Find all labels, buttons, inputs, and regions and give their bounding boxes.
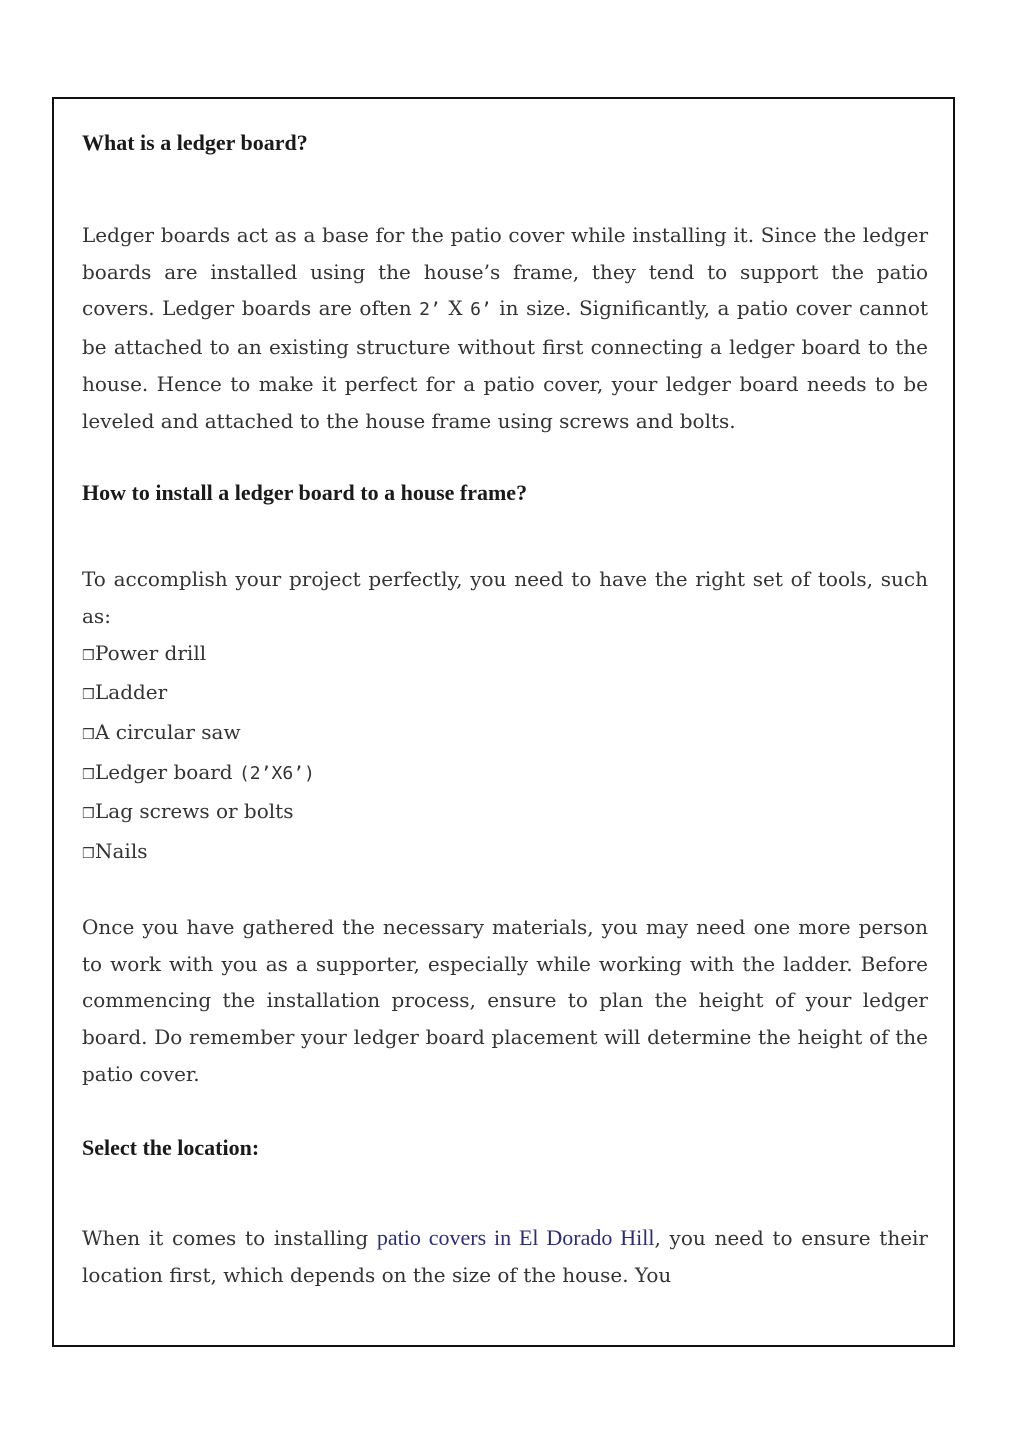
list-item (82, 793, 928, 833)
heading-how-to-install: How to install a ledger board to a house frame? (82, 480, 528, 506)
size-value: 6’ (470, 299, 492, 321)
list-item (82, 714, 928, 754)
size-separator: X (440, 296, 471, 321)
list-item-label: Ledger board (95, 759, 239, 784)
paragraph-gathered-materials: Once you have gathered the necessary materials, you may need one more person to work with you as a supporter, especially while working with the ladder. Before commencing the installation process, ensure to plan the height of your ledger board. Do remember your ledger board placement will determine the height of the patio cover. (82, 914, 928, 1086)
checkbox-icon: ❒ (82, 806, 95, 823)
heading-select-location: Select the location: (82, 1135, 260, 1161)
tools-list (82, 635, 928, 873)
checkbox-icon: ❒ (82, 766, 95, 783)
paragraph-text: When it comes to installing (82, 1226, 377, 1251)
ledger-size-note: (2’X6’) (238, 762, 315, 784)
list-item (82, 674, 928, 714)
list-item-label: Lag screws or bolts (95, 799, 294, 824)
page-frame (52, 97, 955, 1347)
list-item-label: Ladder (95, 680, 168, 705)
paragraph-ledger-definition (82, 217, 928, 439)
list-item-label: A circular saw (95, 720, 241, 745)
list-item-label: Nails (95, 839, 148, 864)
paragraph-text: Ledger boards act as a base for the patio cover while installing it. Since the ledger boards are installed using the house’s frame, they tend to support the patio covers. Ledger boards are often (82, 223, 928, 321)
checkbox-icon: ❒ (82, 727, 95, 744)
list-item-label: Power drill (95, 640, 207, 665)
document-content (82, 127, 928, 1294)
list-item (82, 635, 928, 675)
checkbox-icon: ❒ (82, 846, 95, 863)
patio-covers-link[interactable]: patio covers in El Dorado Hill (376, 1225, 655, 1251)
checkbox-icon: ❒ (82, 647, 95, 664)
paragraph-text: , you need to ensure their location first, which depends on the size of the house. You (82, 1226, 928, 1288)
paragraph-tools-intro: To accomplish your project perfectly, you need to have the right set of tools, such as: (82, 567, 928, 628)
paragraph-select-location (82, 1220, 928, 1293)
list-item (82, 754, 928, 794)
paragraph-text: in size. Significantly, a patio cover cannot be attached to an existing structure without first connecting a ledger board to the house. Hence to make it perfect for a patio cover, your ledger board needs to be leveled and attached to the house frame using screws and bolts. (82, 296, 928, 433)
checkbox-icon: ❒ (82, 687, 95, 704)
list-item (82, 833, 928, 873)
size-value: 2’ (419, 299, 441, 321)
heading-what-is-ledger-board: What is a ledger board? (82, 130, 308, 155)
